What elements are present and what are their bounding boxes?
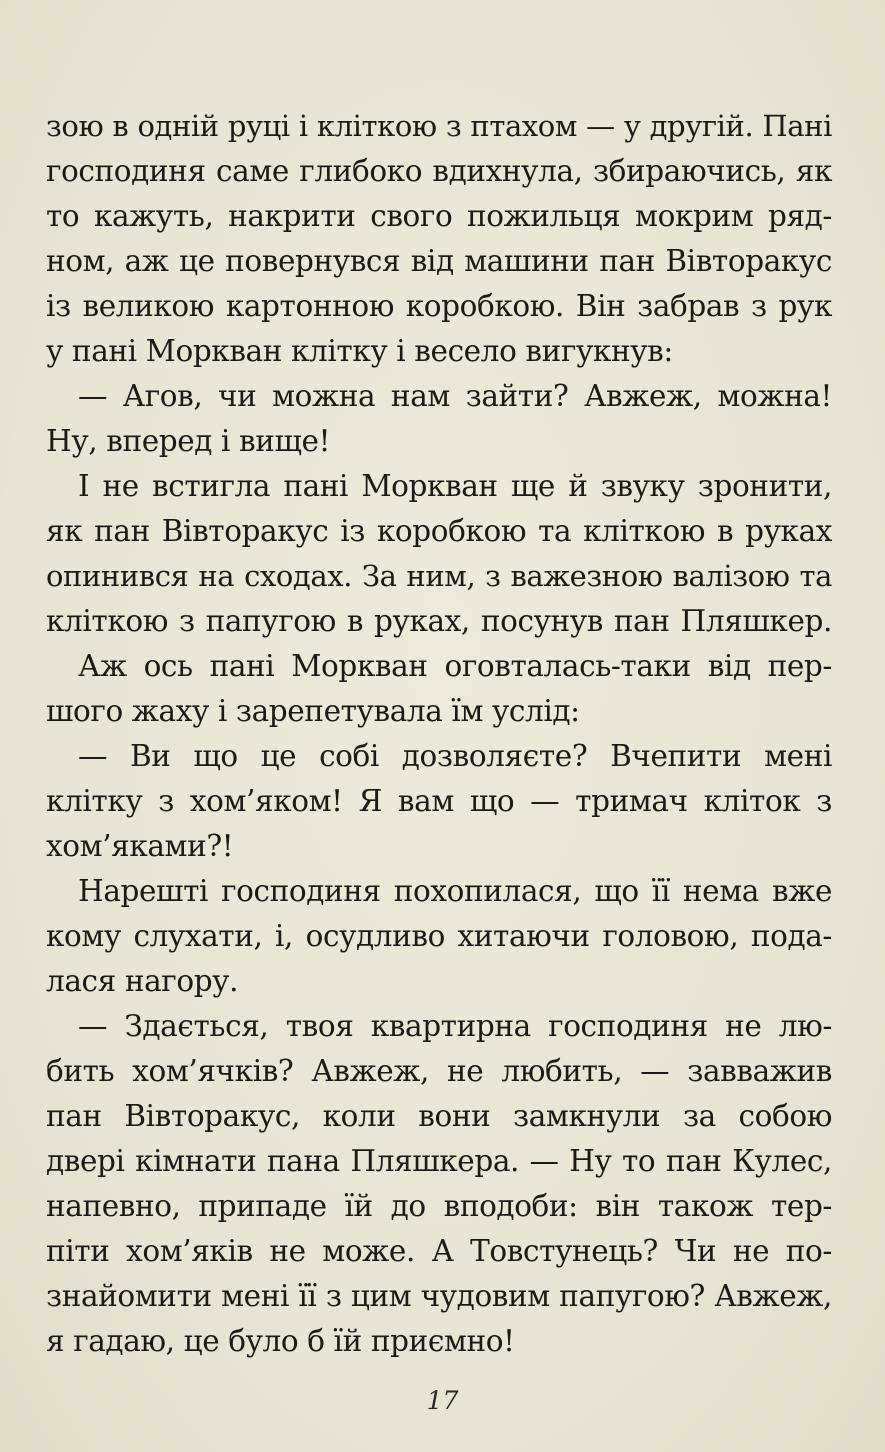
text-line: то кажуть, накрити свого пожильця мокрим ряд- [46, 199, 832, 233]
text-line: господиня саме глибоко вдихнула, збираючись, як [46, 154, 832, 188]
text-line: шого жаху і зарепетувала їм услід: [46, 694, 580, 728]
text-line: бить хом’ячків? Авжеж, не любить, — завважив [46, 1054, 832, 1088]
text-line: Ну, вперед і вище! [46, 424, 331, 458]
text-line: опинився на сходах. За ним, з важезною валізою та [46, 559, 832, 593]
text-line: напевно, припаде їй до вподоби: він також тер- [46, 1189, 832, 1223]
text-line: у пані Моркван клітку і весело вигукнув: [46, 334, 673, 368]
text-line: — Ви що це собі дозволяєте? Вчепити мені [78, 739, 832, 773]
text-line: я гадаю, це було б їй приємно! [46, 1324, 515, 1358]
text-line: із великою картонною коробкою. Він забрав з рук [46, 289, 832, 323]
text-line: І не встигла пані Моркван ще й звуку зронити, [78, 469, 832, 503]
page-number: 17 [426, 1386, 459, 1415]
text-line: лася нагору. [46, 964, 239, 998]
text-line: — Агов, чи можна нам зайти? Авжеж, можна! [78, 379, 832, 413]
text-line: зою в одній руці і кліткою з птахом — у другій. Пані [46, 109, 832, 143]
text-line: клітку з хом’яком! Я вам що — тримач кліток з [46, 784, 832, 818]
text-line: Нарешті господиня похопилася, що її нема вже [78, 874, 832, 908]
text-line: ном, аж це повернувся від машини пан Вівторакус [46, 244, 832, 278]
text-line: як пан Вівторакус із коробкою та кліткою в руках [46, 514, 832, 548]
text-line: пан Вівторакус, коли вони замкнули за собою [46, 1099, 832, 1133]
text-line: хом’яками?! [46, 829, 234, 863]
text-line: піти хом’яків не може. А Товстунець? Чи не по- [46, 1234, 832, 1268]
text-line: Аж ось пані Моркван оговталась-таки від пер- [78, 649, 832, 683]
text-line: кому слухати, і, осудливо хитаючи головою, пода- [46, 919, 832, 953]
text-line: знайомити мені її з цим чудовим папугою? Авжеж, [46, 1279, 832, 1313]
text-line: двері кімнати пана Пляшкера. — Ну то пан Кулес, [46, 1144, 832, 1178]
text-line: кліткою з папугою в руках, посунув пан Пляшкер. [46, 604, 832, 638]
body-text [46, 104, 832, 1364]
text-line: — Здається, твоя квартирна господиня не лю- [78, 1009, 832, 1043]
